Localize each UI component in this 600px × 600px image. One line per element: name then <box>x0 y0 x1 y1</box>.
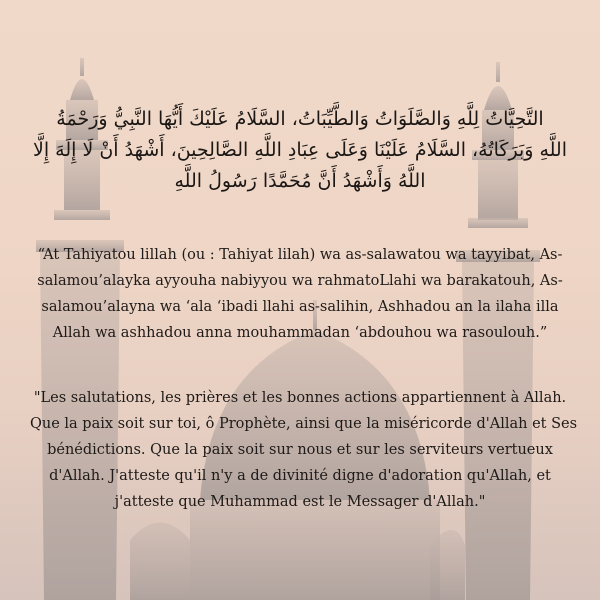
transliteration-line: Allah wa ashhadou anna mouhammadan ‘abdouhou wa rasoulouh.” <box>52 325 548 341</box>
translation-line: Que la paix soit sur toi, ô Prophète, ainsi que la miséricorde d'Allah et Ses <box>30 416 578 432</box>
translation-line: "Les salutations, les prières et les bonnes actions appartiennent à Allah. <box>33 390 567 406</box>
transliteration-line: “At Tahiyatou lillah (ou : Tahiyat lilah) wa as-salawatou wa tayyibat, As- <box>37 247 563 263</box>
french-translation-text <box>30 385 578 515</box>
translation-line: d'Allah. J'atteste qu'il n'y a de divinité digne d'adoration qu'Allah, et <box>49 468 551 484</box>
translation-line: bénédictions. Que la paix soit sur nous et sur les serviteurs vertueux <box>47 442 553 458</box>
transliteration-text <box>30 242 570 346</box>
arabic-line: التَّحِيَّاتُ لِلَّهِ وَالصَّلَوَاتُ وَالطَّيِّبَاتُ، السَّلَامُ عَلَيْكَ أَيُّهَا النَّبِيُّ وَرَحْمَةُ <box>56 108 544 130</box>
transliteration-line: salamou’alayna wa ‘ala ‘ibadi llahi as-salihin, Ashhadou an la ilaha illa <box>41 299 559 315</box>
arabic-tashahhud-text <box>28 104 572 197</box>
arabic-line: اللَّهِ وَبَرَكَاتُهُ، السَّلَامُ عَلَيْنَا وَعَلَى عِبَادِ اللَّهِ الصَّالِحِينَ، أَشْهَدُ أَنْ لَا إِلَهَ إِلَّا <box>33 139 567 161</box>
arabic-line: اللَّهُ وَأَشْهَدُ أَنَّ مُحَمَّدًا رَسُولُ اللَّهِ <box>174 170 426 192</box>
translation-line: j'atteste que Muhammad est le Messager d'Allah." <box>114 494 486 510</box>
transliteration-line: salamou’alayka ayyouha nabiyyou wa rahmatoLlahi wa barakatouh, As- <box>37 273 563 289</box>
